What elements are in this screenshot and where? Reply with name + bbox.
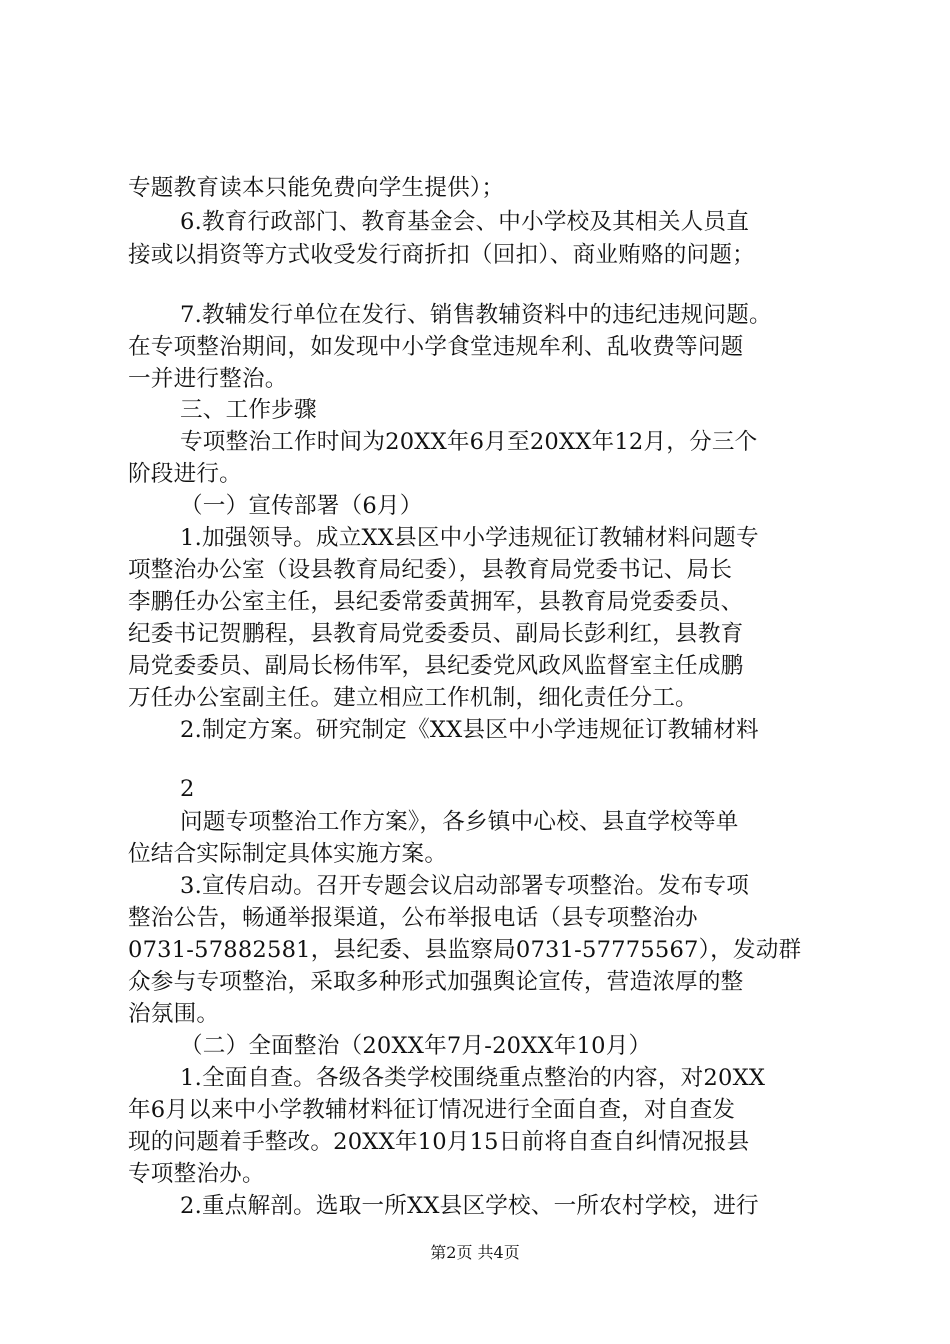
text-line: 纪委书记贺鹏程，县教育局党委委员、副局长彭利红，县教育 <box>128 621 744 647</box>
text-line: 2.重点解剖。选取一所XX县区学校、一所农村学校，进行 <box>180 1193 759 1219</box>
text-line: 专题教育读本只能免费向学生提供）； <box>128 175 505 201</box>
text-line: 治氛围。 <box>128 1001 220 1027</box>
text-line: 1.全面自查。各级各类学校围绕重点整治的内容，对20XX <box>180 1065 766 1091</box>
section-heading: 三、工作步骤 <box>180 397 317 423</box>
text-line: 年6月以来中小学教辅材料征订情况进行全面自查，对自查发 <box>128 1097 736 1123</box>
text-line: 位结合实际制定具体实施方案。 <box>128 841 448 867</box>
text-line: 万任办公室副主任。建立相应工作机制，细化责任分工。 <box>128 685 698 711</box>
page-footer: 第2页 共4页 <box>430 1243 520 1262</box>
text-line: 一并进行整治。 <box>128 366 288 392</box>
text-line: 整治公告，畅通举报渠道，公布举报电话（县专项整治办 <box>128 905 698 931</box>
page-number: 2 <box>180 776 195 802</box>
text-line: 众参与专项整治，采取多种形式加强舆论宣传，营造浓厚的整 <box>128 969 744 995</box>
text-line: 专项整治办。 <box>128 1161 265 1187</box>
text-line: 接或以捐资等方式收受发行商折扣（回扣）、商业贿赂的问题； <box>128 242 755 268</box>
text-line: 2.制定方案。研究制定《XX县区中小学违规征订教辅材料 <box>180 717 759 743</box>
text-line: 0731-57882581，县纪委、县监察局0731-57775567），发动群 <box>128 937 802 963</box>
text-line: 3.宣传启动。召开专题会议启动部署专项整治。发布专项 <box>180 873 750 899</box>
text-line: 项整治办公室（设县教育局纪委），县教育局党委书记、局长 <box>128 557 733 583</box>
text-line: 现的问题着手整改。20XX年10月15日前将自查自纠情况报县 <box>128 1129 750 1155</box>
text-line: 李鹏任办公室主任，县纪委常委黄拥军，县教育局党委委员、 <box>128 589 744 615</box>
text-line: 局党委委员、副局长杨伟军，县纪委党风政风监督室主任成鹏 <box>128 653 744 679</box>
text-line: 1.加强领导。成立XX县区中小学违规征订教辅材料问题专 <box>180 525 759 551</box>
text-line: 7.教辅发行单位在发行、销售教辅资料中的违纪违规问题。 <box>180 302 772 328</box>
text-line: 6.教育行政部门、教育基金会、中小学校及其相关人员直 <box>180 209 750 235</box>
text-line: 阶段进行。 <box>128 461 242 487</box>
text-line: 问题专项整治工作方案》，各乡镇中心校、县直学校等单 <box>180 809 739 835</box>
subsection-heading: （一）宣传部署（6月） <box>180 493 423 519</box>
text-line: 在专项整治期间，如发现中小学食堂违规牟利、乱收费等问题 <box>128 334 744 360</box>
subsection-heading: （二）全面整治（20XX年7月-20XX年10月） <box>180 1033 652 1059</box>
text-line: 专项整治工作时间为20XX年6月至20XX年12月，分三个 <box>180 429 758 455</box>
